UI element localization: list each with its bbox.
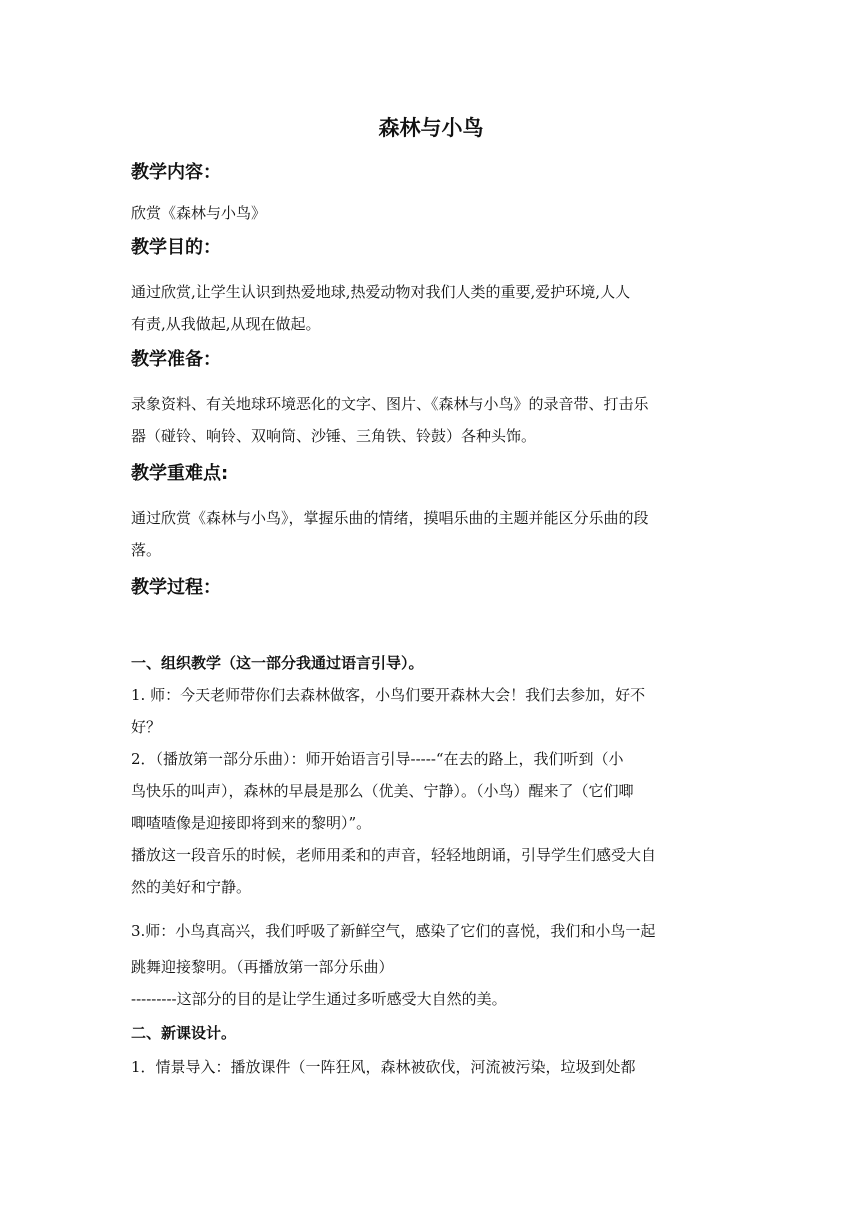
- section1-line-6: 播放这一段音乐的时候，老师用柔和的声音，轻轻地朗诵，引导学生们感受大自: [131, 846, 657, 864]
- section1-line-4: 鸟快乐的叫声），森林的早晨是那么（优美、宁静）。（小鸟）醒来了（它们唧: [131, 782, 634, 800]
- section1-line-5: 唧喳喳像是迎接即将到来的黎明）”。: [131, 814, 372, 832]
- section1-line-2: 好？: [131, 718, 162, 736]
- section1-line-7: 然的美好和宁静。: [131, 878, 252, 896]
- key-points-line-2: 落。: [131, 541, 162, 559]
- section1-line-8: 3.师：小鸟真高兴，我们呼吸了新鲜空气，感染了它们的喜悦，我们和小鸟一起: [131, 922, 656, 940]
- heading-objective: 教学目的：: [131, 237, 221, 258]
- heading-preparation: 教学准备：: [131, 349, 221, 370]
- preparation-line-2: 器（碰铃、响铃、双响筒、沙锤、三角铁、铃鼓）各种头饰。: [131, 427, 537, 445]
- heading-key-points: 教学重难点:: [131, 463, 229, 484]
- heading-process: 教学过程：: [131, 577, 221, 598]
- section1-line-9: 跳舞迎接黎明。（再播放第一部分乐曲）: [131, 958, 394, 976]
- content-text: 欣赏《森林与小鸟》: [131, 204, 267, 222]
- objective-line-1: 通过欣赏,让学生认识到热爱地球,热爱动物对我们人类的重要,爱护环境,人人: [131, 283, 631, 301]
- section1-line-3: 2．（播放第一部分乐曲）：师开始语言引导-----“在去的路上，我们听到（小: [131, 750, 624, 768]
- objective-line-2: 有责,从我做起,从现在做起。: [131, 315, 321, 333]
- section1-line-1: 1. 师：今天老师带你们去森林做客，小鸟们要开森林大会！我们去参加，好不: [131, 686, 646, 704]
- section1-line-10: ---------这部分的目的是让学生通过多听感受大自然的美。: [131, 990, 507, 1008]
- section2-heading: 二、新课设计。: [131, 1024, 237, 1042]
- preparation-line-1: 录象资料、有关地球环境恶化的文字、图片、《森林与小鸟》的录音带、打击乐: [131, 395, 649, 413]
- section1-heading: 一、组织教学（这一部分我通过语言引导）。: [131, 654, 424, 672]
- heading-content: 教学内容：: [131, 162, 221, 183]
- document-title: 森林与小鸟: [378, 116, 484, 140]
- key-points-line-1: 通过欣赏《森林与小鸟》，掌握乐曲的情绪，摸唱乐曲的主题并能区分乐曲的段: [131, 509, 649, 527]
- section2-line-1: 1．情景导入：播放课件（一阵狂风，森林被砍伐，河流被污染，垃圾到处都: [131, 1058, 636, 1076]
